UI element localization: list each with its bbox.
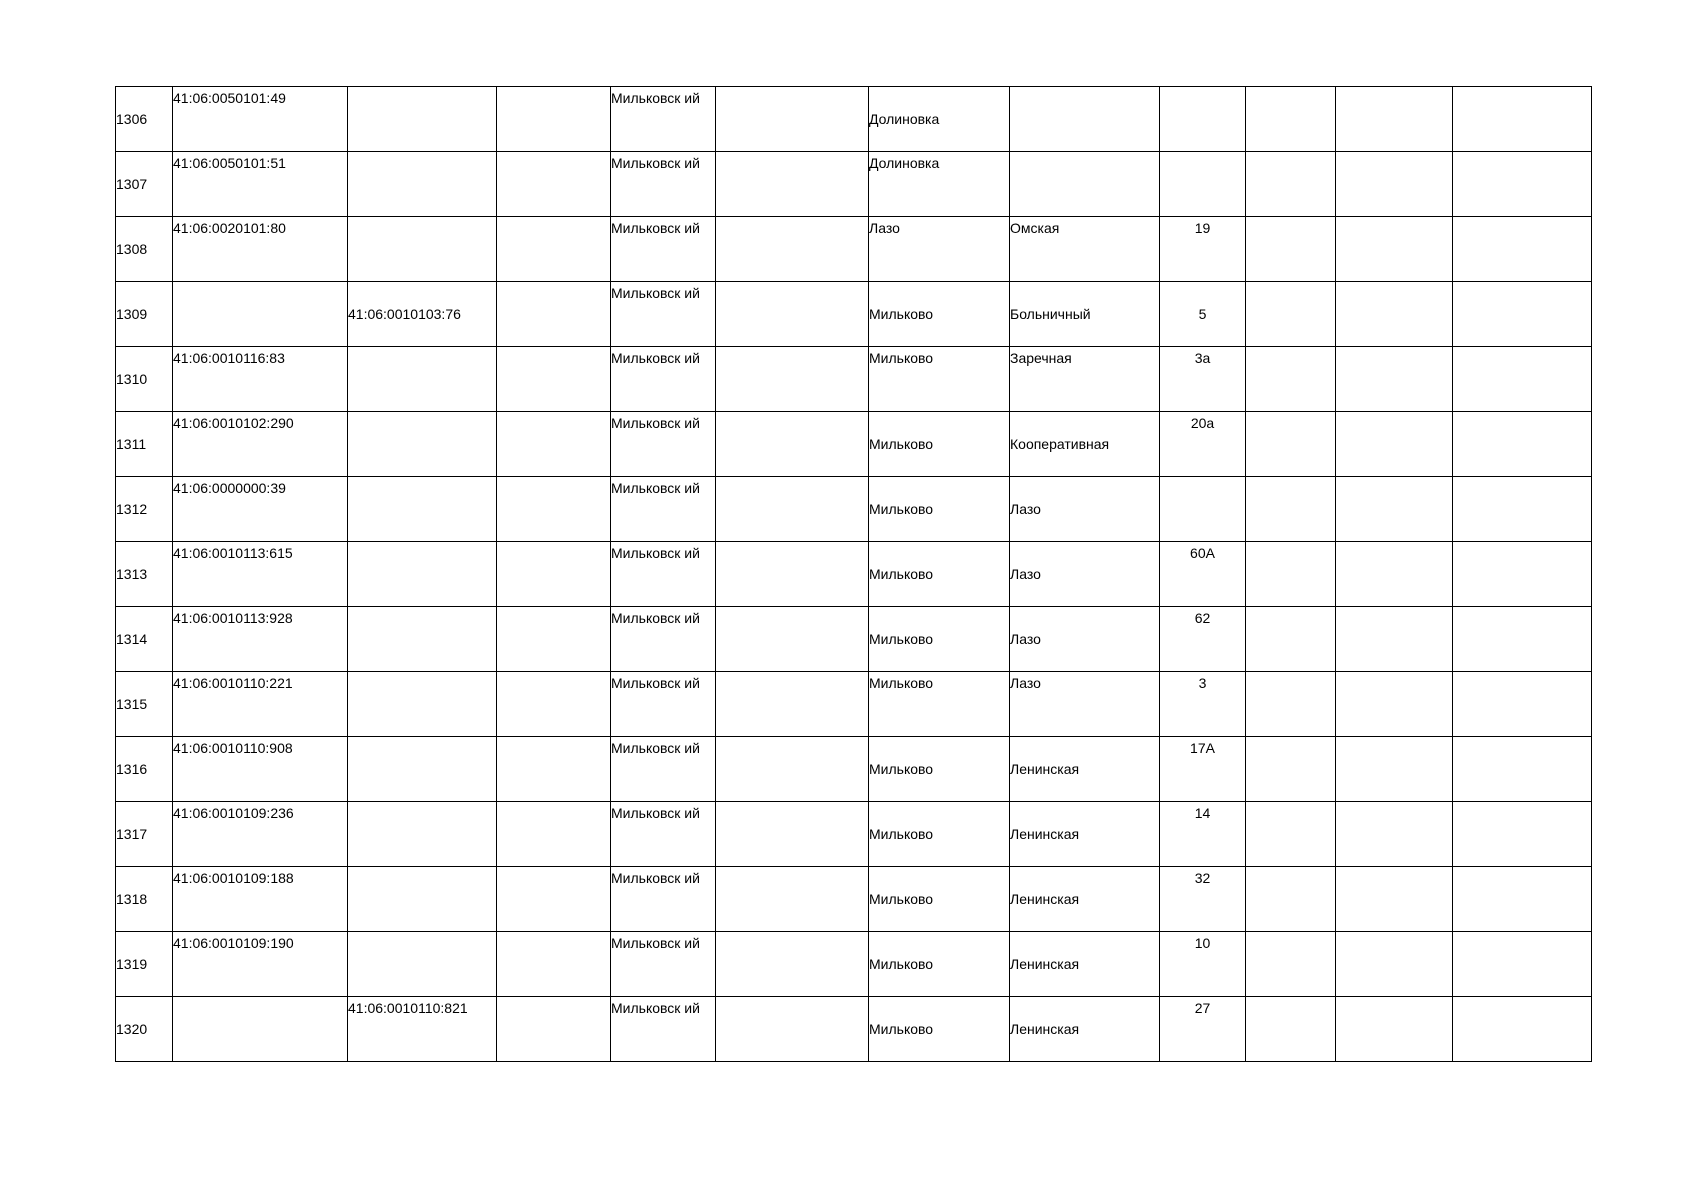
empty-cell (1336, 932, 1453, 997)
empty-cell (716, 867, 869, 932)
empty-cell (716, 87, 869, 152)
street: Больничный (1010, 282, 1160, 347)
table-row (116, 217, 1592, 282)
district: Мильковск ий (611, 802, 716, 867)
table-row (116, 477, 1592, 542)
street: Лазо (1010, 477, 1160, 542)
empty-cell (497, 412, 611, 477)
street: Ленинская (1010, 737, 1160, 802)
empty-cell (1246, 347, 1336, 412)
settlement: Мильково (869, 477, 1010, 542)
empty-cell (497, 932, 611, 997)
house-number: 10 (1160, 932, 1246, 997)
settlement: Мильково (869, 412, 1010, 477)
district: Мильковск ий (611, 217, 716, 282)
table-row (116, 867, 1592, 932)
settlement: Мильково (869, 802, 1010, 867)
empty-cell (716, 672, 869, 737)
cadastral-number-alt (348, 412, 497, 477)
cadastral-number-alt (348, 347, 497, 412)
cadastral-number-alt (348, 737, 497, 802)
street: Ленинская (1010, 802, 1160, 867)
street: Ленинская (1010, 867, 1160, 932)
row-number: 1315 (116, 672, 173, 737)
empty-cell (1246, 932, 1336, 997)
empty-cell (497, 867, 611, 932)
street (1010, 152, 1160, 217)
settlement: Мильково (869, 282, 1010, 347)
table-row (116, 282, 1592, 347)
cadastral-number: 41:06:0050101:51 (173, 152, 348, 217)
district: Мильковск ий (611, 867, 716, 932)
cadastral-number-alt (348, 802, 497, 867)
row-number: 1307 (116, 152, 173, 217)
empty-cell (1453, 932, 1592, 997)
settlement: Мильково (869, 672, 1010, 737)
settlement: Мильково (869, 997, 1010, 1062)
cadastral-number: 41:06:0010102:290 (173, 412, 348, 477)
row-number: 1314 (116, 607, 173, 672)
district: Мильковск ий (611, 607, 716, 672)
row-number: 1318 (116, 867, 173, 932)
cadastral-number: 41:06:0010109:236 (173, 802, 348, 867)
empty-cell (1246, 217, 1336, 282)
street: Лазо (1010, 542, 1160, 607)
empty-cell (1453, 867, 1592, 932)
house-number: 17А (1160, 737, 1246, 802)
empty-cell (1246, 672, 1336, 737)
house-number (1160, 87, 1246, 152)
cadastral-number-alt (348, 607, 497, 672)
empty-cell (497, 672, 611, 737)
empty-cell (1336, 542, 1453, 607)
settlement: Мильково (869, 737, 1010, 802)
house-number: 3 (1160, 672, 1246, 737)
house-number: 27 (1160, 997, 1246, 1062)
empty-cell (1453, 477, 1592, 542)
empty-cell (716, 412, 869, 477)
settlement: Долиновка (869, 152, 1010, 217)
empty-cell (1246, 152, 1336, 217)
registry-table (115, 86, 1592, 1062)
street: Ленинская (1010, 932, 1160, 997)
cadastral-number (173, 997, 348, 1062)
empty-cell (497, 217, 611, 282)
empty-cell (1336, 217, 1453, 282)
table-row (116, 347, 1592, 412)
district: Мильковск ий (611, 152, 716, 217)
district: Мильковск ий (611, 737, 716, 802)
empty-cell (1453, 217, 1592, 282)
district: Мильковск ий (611, 672, 716, 737)
empty-cell (1336, 737, 1453, 802)
district: Мильковск ий (611, 932, 716, 997)
empty-cell (497, 282, 611, 347)
empty-cell (1336, 347, 1453, 412)
row-number: 1316 (116, 737, 173, 802)
street: Ленинская (1010, 997, 1160, 1062)
cadastral-number: 41:06:0010113:615 (173, 542, 348, 607)
cadastral-number: 41:06:0010113:928 (173, 607, 348, 672)
cadastral-number-alt (348, 867, 497, 932)
cadastral-number-alt (348, 87, 497, 152)
empty-cell (1246, 282, 1336, 347)
row-number: 1308 (116, 217, 173, 282)
house-number: 19 (1160, 217, 1246, 282)
empty-cell (1336, 87, 1453, 152)
row-number: 1311 (116, 412, 173, 477)
row-number: 1306 (116, 87, 173, 152)
row-number: 1317 (116, 802, 173, 867)
street: Лазо (1010, 607, 1160, 672)
empty-cell (716, 477, 869, 542)
empty-cell (497, 997, 611, 1062)
empty-cell (1336, 282, 1453, 347)
empty-cell (716, 347, 869, 412)
district: Мильковск ий (611, 997, 716, 1062)
cadastral-number: 41:06:0010110:908 (173, 737, 348, 802)
street (1010, 87, 1160, 152)
table-row (116, 737, 1592, 802)
empty-cell (497, 152, 611, 217)
empty-cell (716, 607, 869, 672)
empty-cell (1246, 997, 1336, 1062)
empty-cell (716, 152, 869, 217)
table-row (116, 542, 1592, 607)
table-row (116, 672, 1592, 737)
cadastral-number: 41:06:0010110:221 (173, 672, 348, 737)
district: Мильковск ий (611, 477, 716, 542)
empty-cell (716, 282, 869, 347)
cadastral-number: 41:06:0010116:83 (173, 347, 348, 412)
row-number: 1319 (116, 932, 173, 997)
cadastral-number-alt (348, 477, 497, 542)
cadastral-number-alt (348, 152, 497, 217)
cadastral-number-alt (348, 932, 497, 997)
street: Кооперативная (1010, 412, 1160, 477)
row-number: 1309 (116, 282, 173, 347)
cadastral-number-alt (348, 672, 497, 737)
empty-cell (716, 997, 869, 1062)
street: Лазо (1010, 672, 1160, 737)
row-number: 1313 (116, 542, 173, 607)
district: Мильковск ий (611, 87, 716, 152)
empty-cell (1453, 672, 1592, 737)
empty-cell (1336, 152, 1453, 217)
district: Мильковск ий (611, 282, 716, 347)
street: Омская (1010, 217, 1160, 282)
house-number: 32 (1160, 867, 1246, 932)
district: Мильковск ий (611, 412, 716, 477)
district: Мильковск ий (611, 347, 716, 412)
empty-cell (497, 347, 611, 412)
empty-cell (716, 542, 869, 607)
district: Мильковск ий (611, 542, 716, 607)
empty-cell (1453, 737, 1592, 802)
cadastral-number: 41:06:0020101:80 (173, 217, 348, 282)
cadastral-number: 41:06:0010109:188 (173, 867, 348, 932)
empty-cell (1336, 672, 1453, 737)
house-number: 62 (1160, 607, 1246, 672)
empty-cell (1453, 802, 1592, 867)
empty-cell (1453, 282, 1592, 347)
house-number: 20а (1160, 412, 1246, 477)
empty-cell (1336, 477, 1453, 542)
empty-cell (1246, 867, 1336, 932)
table-row (116, 412, 1592, 477)
table-body (116, 87, 1592, 1062)
cadastral-number-alt: 41:06:0010110:821 (348, 997, 497, 1062)
settlement: Лазо (869, 217, 1010, 282)
empty-cell (1246, 607, 1336, 672)
empty-cell (1246, 87, 1336, 152)
empty-cell (1336, 607, 1453, 672)
cadastral-number-alt (348, 542, 497, 607)
settlement: Мильково (869, 542, 1010, 607)
cadastral-number-alt (348, 217, 497, 282)
settlement: Долиновка (869, 87, 1010, 152)
empty-cell (1453, 87, 1592, 152)
empty-cell (1336, 867, 1453, 932)
empty-cell (1246, 802, 1336, 867)
empty-cell (497, 737, 611, 802)
empty-cell (497, 87, 611, 152)
cadastral-number: 41:06:0000000:39 (173, 477, 348, 542)
house-number (1160, 152, 1246, 217)
house-number: 60А (1160, 542, 1246, 607)
table-row (116, 997, 1592, 1062)
empty-cell (716, 932, 869, 997)
cadastral-number: 41:06:0010109:190 (173, 932, 348, 997)
cadastral-number (173, 282, 348, 347)
row-number: 1312 (116, 477, 173, 542)
settlement: Мильково (869, 347, 1010, 412)
empty-cell (1246, 737, 1336, 802)
settlement: Мильково (869, 932, 1010, 997)
empty-cell (716, 737, 869, 802)
settlement: Мильково (869, 607, 1010, 672)
empty-cell (1336, 997, 1453, 1062)
street: Заречная (1010, 347, 1160, 412)
settlement: Мильково (869, 867, 1010, 932)
empty-cell (716, 802, 869, 867)
empty-cell (1453, 607, 1592, 672)
cadastral-number: 41:06:0050101:49 (173, 87, 348, 152)
empty-cell (497, 802, 611, 867)
row-number: 1320 (116, 997, 173, 1062)
empty-cell (1336, 412, 1453, 477)
empty-cell (1453, 412, 1592, 477)
empty-cell (1453, 152, 1592, 217)
empty-cell (497, 542, 611, 607)
empty-cell (497, 607, 611, 672)
empty-cell (1453, 542, 1592, 607)
table-row (116, 607, 1592, 672)
empty-cell (716, 217, 869, 282)
house-number (1160, 477, 1246, 542)
empty-cell (1453, 347, 1592, 412)
empty-cell (497, 477, 611, 542)
house-number: 3а (1160, 347, 1246, 412)
cadastral-number-alt: 41:06:0010103:76 (348, 282, 497, 347)
house-number: 5 (1160, 282, 1246, 347)
table-row (116, 802, 1592, 867)
empty-cell (1336, 802, 1453, 867)
empty-cell (1246, 542, 1336, 607)
house-number: 14 (1160, 802, 1246, 867)
table-row (116, 932, 1592, 997)
empty-cell (1246, 477, 1336, 542)
empty-cell (1246, 412, 1336, 477)
row-number: 1310 (116, 347, 173, 412)
empty-cell (1453, 997, 1592, 1062)
table-row (116, 152, 1592, 217)
table-row (116, 87, 1592, 152)
